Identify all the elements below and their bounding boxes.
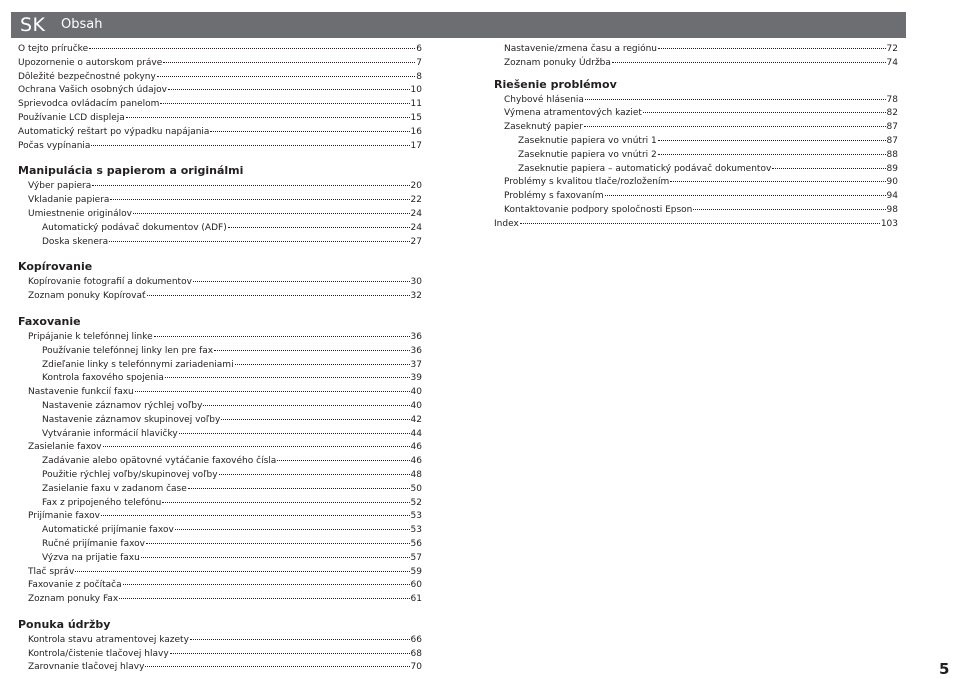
section-heading: Riešenie problémov [494,77,617,91]
dot-leader [772,168,885,169]
toc-entry-page: 52 [410,497,422,508]
toc-entry[interactable] [18,661,422,675]
dot-leader [670,181,885,182]
dot-leader [193,281,410,282]
toc-entry-label: Zaseknutie papiera vo vnútri 1 [518,135,657,146]
toc-entry-label: Použitie rýchlej voľby/skupinovej voľby [42,469,218,480]
toc-entry[interactable] [18,345,422,359]
toc-entry-label: Nastavenie záznamov rýchlej voľby [42,400,203,411]
toc-entry-page: 6 [416,44,422,54]
dot-leader [101,515,410,516]
toc-entry-page: 87 [886,135,898,146]
toc-entry-page: 15 [410,112,422,123]
toc-entry-page: 89 [886,163,898,174]
toc-entry[interactable] [18,331,422,345]
toc-entry[interactable] [18,222,422,236]
dot-leader [109,241,409,242]
dot-leader [214,350,409,351]
toc-entry-page: 48 [410,469,422,480]
toc-entry-page: 50 [410,483,422,494]
toc-left-column [18,43,422,675]
toc-entry[interactable] [18,84,422,98]
section-heading: Manipulácia s papierom a originálmi [18,164,244,178]
toc-entry[interactable] [18,497,422,511]
dot-leader [89,48,415,49]
dot-leader [658,140,886,141]
toc-entry[interactable] [18,552,422,566]
toc-entry[interactable] [18,648,422,662]
toc-entry-page: 40 [410,400,422,411]
dot-leader [219,474,410,475]
toc-entry[interactable] [494,94,898,108]
toc-entry-label: Prijímanie faxov [28,511,100,522]
toc-entry-label: Zaseknutie papiera vo vnútri 2 [518,149,657,160]
toc-entry-page: 103 [880,218,898,229]
toc-entry-page: 88 [886,149,898,160]
toc-entry-label: Index [494,218,519,229]
toc-entry[interactable] [494,163,898,177]
toc-entry-page: 37 [410,359,422,370]
toc-entry-page: 27 [410,236,422,247]
dot-leader [658,154,886,155]
toc-entry-label: Používanie telefónnej linky len pre fax [42,345,214,356]
toc-entry[interactable] [18,140,422,154]
toc-entry-label: Tlač správ [28,566,75,577]
toc-entry[interactable] [494,204,898,218]
dot-leader [188,488,410,489]
dot-leader [123,584,410,585]
toc-entry-label: Výber papiera [28,181,92,192]
toc-entry-label: Počas vypínania [18,140,91,151]
toc-entry[interactable] [18,524,422,538]
toc-entry-label: Sprievodca ovládacím panelom [18,99,160,110]
toc-entry-label: Zoznam ponuky Fax [28,594,119,605]
toc-entry-label: Automatické prijímanie faxov [42,525,174,536]
toc-entry-page: 98 [886,204,898,215]
dot-leader [92,185,409,186]
dot-leader [146,543,410,544]
toc-entry[interactable] [18,386,422,400]
toc-entry-page: 56 [410,538,422,549]
toc-entry-page: 22 [410,195,422,206]
language-code: SK [20,14,46,36]
toc-entry-page: 36 [410,345,422,356]
dot-leader [162,502,409,503]
toc-entry-page: 8 [416,71,422,82]
dot-leader [175,529,410,530]
toc-entry-label: Zarovnanie tlačovej hlavy [28,662,145,673]
dot-leader [147,295,410,296]
dot-leader [585,99,886,100]
toc-entry-label: Upozornenie o autorskom práve [18,57,163,68]
toc-entry-label: Kopírovanie fotografií a dokumentov [28,277,192,288]
toc-entry[interactable] [18,180,422,194]
dot-leader [190,639,410,640]
toc-entry[interactable] [18,483,422,497]
page-title: Obsah [61,17,103,32]
header-bar [11,12,906,38]
toc-entry-page: 24 [410,208,422,219]
toc-entry-page: 40 [410,387,422,398]
toc-entry-page: 42 [410,414,422,425]
dot-leader [110,199,409,200]
toc-entry-label: Nastavenie/zmena času a regiónu [504,44,657,54]
toc-entry-label: Automatický reštart po výpadku napájania [18,126,210,137]
dot-leader [643,112,886,113]
toc-entry-page: 66 [410,634,422,645]
toc-entry[interactable] [494,107,898,121]
toc-entry[interactable] [18,71,422,85]
dot-leader [135,391,410,392]
dot-leader [133,213,410,214]
toc-entry[interactable] [18,126,422,140]
toc-entry-label: Nastavenie záznamov skupinovej voľby [42,414,221,425]
toc-entry[interactable] [494,218,898,232]
toc-entry[interactable] [494,149,898,163]
toc-entry[interactable] [494,176,898,190]
dot-leader [168,89,410,90]
dot-leader [605,195,886,196]
toc-entry-label: Vkladanie papiera [28,195,110,206]
toc-entry[interactable] [18,372,422,386]
dot-leader [612,62,886,63]
toc-entry[interactable] [18,194,422,208]
dot-leader [145,666,409,667]
toc-entry-label: Zdieľanie linky s telefónnymi zariadeniami [42,359,234,370]
toc-entry-label: Problémy s faxovaním [504,191,604,202]
toc-entry-page: 10 [410,85,422,96]
toc-entry[interactable] [18,593,422,607]
toc-entry-label: Zasielanie faxov [28,442,102,453]
dot-leader [520,223,880,224]
toc-entry[interactable] [18,414,422,428]
toc-entry-label: Faxovanie z počítača [28,580,122,591]
toc-entry[interactable] [18,98,422,112]
dot-leader [126,117,410,118]
toc-entry-label: Výmena atramentových kaziet [504,108,642,119]
toc-entry-page: 30 [410,277,422,288]
toc-entry-label: Zaseknutie papiera – automatický podávač dokumentov [518,163,772,174]
toc-entry-page: 60 [410,580,422,591]
dot-leader [179,433,410,434]
toc-entry-page: 20 [410,181,422,192]
toc-entry[interactable] [18,43,422,57]
dot-leader [584,126,886,127]
toc-entry-page: 70 [410,662,422,673]
dot-leader [210,131,409,132]
toc-entry-page: 7 [416,57,422,68]
toc-entry-page: 24 [410,222,422,233]
toc-entry[interactable] [18,510,422,524]
toc-entry-page: 78 [886,94,898,105]
toc-entry-label: Ručné prijímanie faxov [42,538,145,549]
dot-leader [277,460,409,461]
toc-entry-page: 46 [410,456,422,467]
toc-entry-label: Ochrana Vašich osobných údajov [18,85,167,96]
section-heading: Faxovanie [18,314,81,328]
toc-entry-page: 16 [410,126,422,137]
toc-entry[interactable] [494,57,898,71]
toc-entry[interactable] [18,276,422,290]
toc-entry-page: 72 [886,44,898,54]
toc-entry[interactable] [18,236,422,250]
toc-entry-label: Zoznam ponuky Kopírovať [28,291,146,302]
toc-entry[interactable] [18,428,422,442]
dot-leader [203,405,409,406]
toc-entry-page: 44 [410,428,422,439]
toc-entry-page: 94 [886,191,898,202]
dot-leader [170,653,410,654]
dot-leader [228,227,410,228]
toc-entry[interactable] [494,135,898,149]
toc-entry-page: 61 [410,594,422,605]
toc-entry-label: Dôležité bezpečnostné pokyny [18,71,156,82]
toc-entry-label: Kontrola faxového spojenia [42,373,164,384]
toc-entry-label: Kontrola/čistenie tlačovej hlavy [28,648,169,659]
toc-entry-page: 32 [410,291,422,302]
dot-leader [75,571,409,572]
toc-entry-page: 82 [886,108,898,119]
toc-entry-label: Zasielanie faxu v zadanom čase [42,483,187,494]
toc-entry-label: Problémy s kvalitou tlače/rozložením [504,177,670,188]
toc-entry[interactable] [18,290,422,304]
toc-entry-label: Umiestnenie originálov [28,208,132,219]
toc-entry[interactable] [18,400,422,414]
toc-entry-page: 36 [410,331,422,342]
toc-entry-page: 59 [410,566,422,577]
toc-entry[interactable] [18,538,422,552]
dot-leader [141,557,410,558]
dot-leader [119,598,409,599]
toc-entry[interactable] [18,208,422,222]
toc-entry-label: Kontaktovanie podpory spoločnosti Epson [504,204,693,215]
toc-entry[interactable] [18,359,422,373]
dot-leader [157,76,415,77]
toc-entry-page: 57 [410,552,422,563]
toc-entry-label: Výzva na prijatie faxu [42,552,140,563]
dot-leader [160,103,409,104]
toc-entry[interactable] [18,469,422,483]
toc-entry-label: Zadávanie alebo opätovné vytáčanie faxového čísla [42,456,277,467]
toc-entry-label: Kontrola stavu atramentovej kazety [28,634,189,645]
page-number: 5 [939,660,950,678]
toc-entry-page: 53 [410,525,422,536]
dot-leader [91,145,409,146]
toc-entry[interactable] [494,190,898,204]
toc-right-column [494,43,898,232]
toc-entry[interactable] [18,634,422,648]
toc-entry-label: Pripájanie k telefónnej linke [28,331,153,342]
toc-entry-page: 68 [410,648,422,659]
toc-entry-page: 90 [886,177,898,188]
dot-leader [103,446,410,447]
dot-leader [165,377,410,378]
toc-entry[interactable] [494,121,898,135]
toc-entry-label: O tejto príručke [18,44,89,54]
dot-leader [163,62,415,63]
dot-leader [221,419,409,420]
toc-entry-page: 17 [410,140,422,151]
toc-entry-page: 11 [410,99,422,110]
toc-entry[interactable] [18,566,422,580]
toc-entry[interactable] [18,455,422,469]
toc-entry[interactable] [494,43,898,57]
toc-entry[interactable] [18,441,422,455]
section-heading: Kopírovanie [18,260,93,274]
toc-entry-label: Nastavenie funkcií faxu [28,387,134,398]
toc-entry-page: 46 [410,442,422,453]
toc-entry-label: Zoznam ponuky Údržba [504,57,611,68]
toc-entry[interactable] [18,579,422,593]
dot-leader [658,48,886,49]
toc-entry-label: Automatický podávač dokumentov (ADF) [42,222,227,233]
toc-entry-label: Chybové hlásenia [504,94,584,105]
section-heading: Ponuka údržby [18,617,111,631]
dot-leader [235,364,410,365]
toc-entry-page: 74 [886,57,898,68]
toc-entry-page: 87 [886,122,898,133]
toc-entry-label: Doska skenera [42,236,109,247]
toc-entry-page: 39 [410,373,422,384]
toc-entry-label: Fax z pripojeného telefónu [42,497,162,508]
dot-leader [154,336,410,337]
toc-entry-label: Používanie LCD displeja [18,112,125,123]
toc-entry-page: 53 [410,511,422,522]
toc-entry[interactable] [18,112,422,126]
toc-entry-label: Vytváranie informácií hlavičky [42,428,178,439]
toc-entry-label: Zaseknutý papier [504,122,583,133]
toc-entry[interactable] [18,57,422,71]
dot-leader [693,209,885,210]
